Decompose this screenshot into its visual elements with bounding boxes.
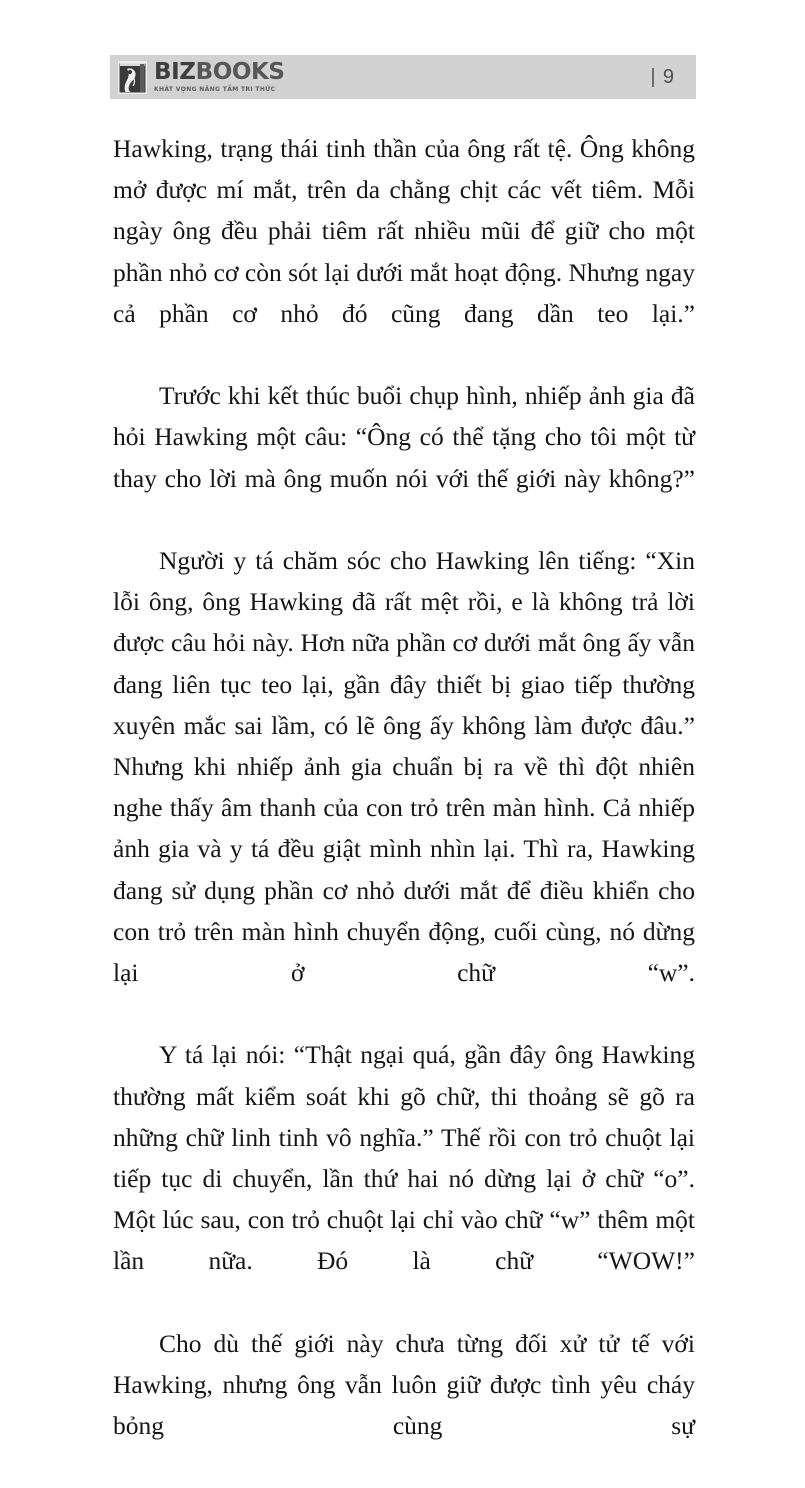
running-header bbox=[110, 55, 696, 99]
brand-tagline: KHÁT VỌNG NÂNG TẦM TRI THỨC bbox=[154, 86, 276, 93]
body-paragraph: Hawking, trạng thái tinh thần của ông rất tệ. Ông không mở được mí mắt, trên da chằng chịt các vết tiêm. Mỗi ngày ông đều phải tiêm rất nhiều mũi để giữ cho một phần nhỏ cơ còn sót lại dưới mắt hoạt động. Nhưng ngay cả phần cơ nhỏ đó cũng đang dần teo lại.” bbox=[113, 134, 695, 328]
brand-name-biz: BIZ bbox=[154, 59, 196, 85]
publisher-logo bbox=[118, 61, 285, 94]
page-number: 9 bbox=[662, 66, 674, 88]
brand-wordmark bbox=[154, 61, 285, 93]
body-paragraph: Y tá lại nói: “Thật ngại quá, gần đây ông Hawking thường mất kiểm soát khi gõ chữ, thi thoảng sẽ gõ ra những chữ linh tinh vô nghĩa.” Thế rồi con trỏ chuột lại tiếp tục di chuyển, lần thứ hai nó dừng lại ở chữ “o”. Một lúc sau, con trỏ chuột lại chỉ vào chữ “w” thêm một lần nữa. Đó là chữ “WOW!” bbox=[113, 1040, 695, 1276]
brand-name bbox=[154, 61, 285, 84]
bizbooks-emblem-icon bbox=[118, 61, 147, 94]
body-paragraph: Người y tá chăm sóc cho Hawking lên tiếng: “Xin lỗi ông, ông Hawking đã rất mệt rồi, e là không trả lời được câu hỏi này. Hơn nữa phần cơ dưới mắt ông ấy vẫn đang liên tục teo lại, gần đây thiết bị giao tiếp thường xuyên mắc sai lầm, có lẽ ông ấy không làm được đâu.” Nhưng khi nhiếp ảnh gia chuẩn bị ra về thì đột nhiên nghe thấy âm thanh của con trỏ trên màn hình. Cả nhiếp ảnh gia và y tá đều giật mình nhìn lại. Thì ra, Hawking đang sử dụng phần cơ nhỏ dưới mắt để điều khiển cho con trỏ trên màn hình chuyển động, cuối cùng, nó dừng lại ở chữ “w”. bbox=[113, 546, 695, 988]
body-paragraph: Trước khi kết thúc buổi chụp hình, nhiếp ảnh gia đã hỏi Hawking một câu: “Ông có thể tặng cho tôi một từ thay cho lời mà ông muốn nói với thế giới này không?” bbox=[113, 381, 695, 493]
folio-divider-icon bbox=[652, 68, 654, 87]
brand-name-books: BOOKS bbox=[195, 59, 285, 85]
body-paragraph: Cho dù thế giới này chưa từng đối xử tử tế với Hawking, nhưng ông vẫn luôn giữ được tình yêu cháy bỏng cùng sự bbox=[113, 1328, 695, 1441]
body-text-column bbox=[113, 128, 695, 1488]
page-folio bbox=[652, 67, 674, 87]
